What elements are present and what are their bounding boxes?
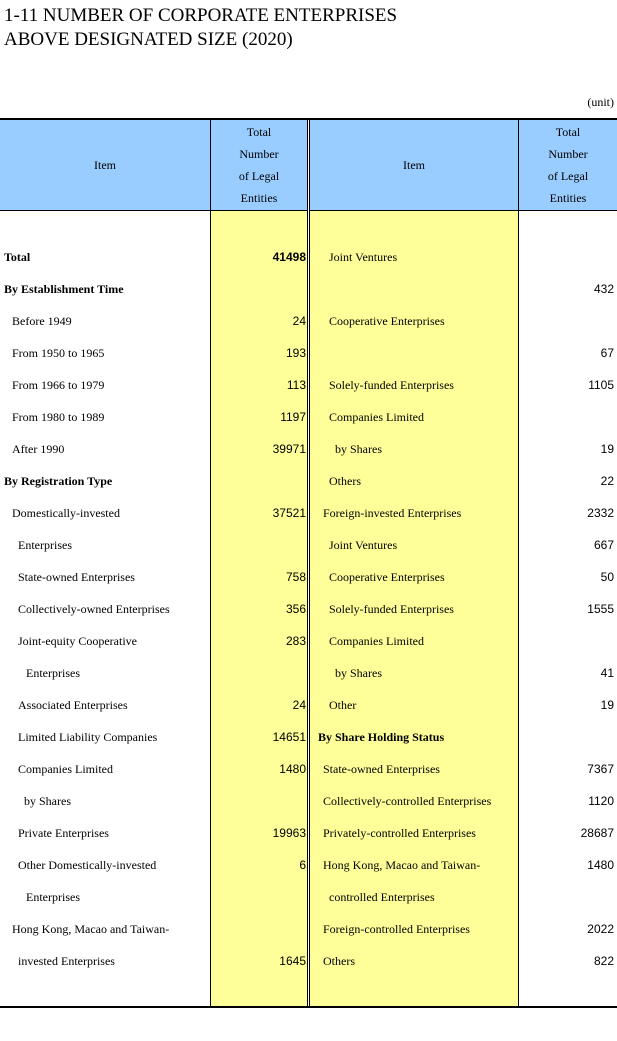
right-value: 22 [600, 474, 614, 488]
left-total-header [211, 120, 307, 211]
header-total-line: Total [246, 125, 272, 139]
right-value: 41 [600, 666, 614, 680]
right-value: 28687 [580, 826, 614, 840]
table-row [0, 786, 617, 818]
table-row [0, 466, 617, 498]
left-item-label: By Registration Type [4, 474, 113, 488]
left-value: 1645 [279, 954, 306, 968]
right-item-label: Joint Ventures [329, 538, 398, 552]
right-item-header: Item [310, 120, 518, 211]
right-value: 2332 [587, 506, 614, 520]
right-item-label: By Share Holding Status [318, 730, 445, 744]
data-table [0, 118, 617, 1008]
left-value: 41498 [272, 250, 306, 264]
right-value: 667 [593, 538, 614, 552]
right-item-label: controlled Enterprises [329, 890, 435, 904]
left-value: 19963 [272, 826, 306, 840]
left-item-label: Enterprises [26, 666, 80, 680]
right-value: 822 [593, 954, 614, 968]
left-item-label: Collectively-owned Enterprises [18, 602, 170, 616]
right-item-label: Joint Ventures [329, 250, 398, 264]
left-item-label: State-owned Enterprises [18, 570, 135, 584]
header-total-line: Entities [549, 191, 587, 205]
table-row [0, 242, 617, 274]
right-item-label: by Shares [335, 666, 382, 680]
left-value: 356 [285, 602, 306, 616]
left-item-label: Enterprises [26, 890, 80, 904]
left-value: 6 [299, 858, 306, 872]
table-row [0, 530, 617, 562]
table-row [0, 818, 617, 850]
left-item-label: From 1980 to 1989 [12, 410, 105, 424]
title-line-2: ABOVE DESIGNATED SIZE (2020) [4, 29, 293, 50]
table-row [0, 562, 617, 594]
right-item-label: Foreign-invested Enterprises [323, 506, 462, 520]
table-body [0, 242, 617, 978]
table-row [0, 754, 617, 786]
table-row [0, 946, 617, 978]
header-total-line: Number [548, 147, 588, 161]
left-value: 758 [285, 570, 306, 584]
left-item-label: Associated Enterprises [18, 698, 128, 712]
right-value: 1480 [587, 858, 614, 872]
table-row [0, 402, 617, 434]
left-value: 193 [285, 346, 306, 360]
right-value: 1105 [588, 378, 614, 392]
left-item-label: Domestically-invested [12, 506, 120, 520]
left-item-label: Enterprises [18, 538, 72, 552]
left-item-label: Total [4, 250, 31, 264]
table-row [0, 722, 617, 754]
left-item-label: After 1990 [12, 442, 65, 456]
table-row [0, 370, 617, 402]
right-item-label: Solely-funded Enterprises [329, 378, 454, 392]
left-item-label: Other Domestically-invested [18, 858, 157, 872]
left-item-label: Private Enterprises [18, 826, 109, 840]
header-total-line: of Legal [547, 169, 589, 183]
header-total-line: Entities [240, 191, 278, 205]
left-value: 24 [292, 698, 306, 712]
right-item-label: Collectively-controlled Enterprises [323, 794, 492, 808]
left-value: 113 [286, 378, 306, 392]
right-value: 19 [600, 442, 614, 456]
right-value: 432 [593, 282, 614, 296]
right-item-label: Cooperative Enterprises [329, 570, 445, 584]
left-item-label: Companies Limited [18, 762, 113, 776]
left-value: 39971 [272, 442, 306, 456]
left-item-label: invested Enterprises [18, 954, 115, 968]
left-value: 283 [285, 634, 306, 648]
left-item-label: From 1966 to 1979 [12, 378, 105, 392]
right-item-label: Solely-funded Enterprises [329, 602, 454, 616]
right-item-label: Others [329, 474, 361, 488]
table-row [0, 626, 617, 658]
page-title [4, 4, 397, 52]
header-total-line: of Legal [238, 169, 280, 183]
header-total-line: Total [555, 125, 581, 139]
table-row [0, 882, 617, 914]
left-item-label: Joint-equity Cooperative [18, 634, 137, 648]
right-total-header [519, 120, 617, 211]
table-row [0, 594, 617, 626]
table-row [0, 498, 617, 530]
header-total-line: Number [239, 147, 279, 161]
right-item-label: Hong Kong, Macao and Taiwan- [323, 858, 481, 872]
left-value: 1197 [280, 410, 306, 424]
right-item-label: Others [323, 954, 355, 968]
right-item-label: Companies Limited [329, 410, 424, 424]
right-value: 50 [600, 570, 614, 584]
table-row [0, 658, 617, 690]
right-value: 67 [600, 346, 614, 360]
table-row [0, 338, 617, 370]
right-value: 19 [600, 698, 614, 712]
left-item-label: From 1950 to 1965 [12, 346, 105, 360]
right-value: 1120 [588, 794, 614, 808]
right-value: 7367 [587, 762, 614, 776]
unit-label: (unit) [587, 95, 614, 109]
left-value: 24 [292, 314, 306, 328]
left-item-label: by Shares [24, 794, 71, 808]
right-value: 2022 [587, 922, 614, 936]
title-line-1: 1-11 NUMBER OF CORPORATE ENTERPRISES [4, 5, 398, 26]
left-item-header: Item [0, 120, 210, 211]
left-item-label: Before 1949 [12, 314, 72, 328]
table-row [0, 434, 617, 466]
left-item-label: Limited Liability Companies [18, 730, 158, 744]
right-item-label: Companies Limited [329, 634, 424, 648]
right-value: 1555 [587, 602, 614, 616]
right-item-label: Other [329, 698, 357, 712]
right-item-label: Privately-controlled Enterprises [323, 826, 476, 840]
left-value: 1480 [279, 762, 306, 776]
table-row [0, 690, 617, 722]
right-item-label: Foreign-controlled Enterprises [323, 922, 470, 936]
right-item-label: Cooperative Enterprises [329, 314, 445, 328]
left-value: 14651 [272, 730, 306, 744]
table-row [0, 914, 617, 946]
left-item-label: Hong Kong, Macao and Taiwan- [12, 922, 170, 936]
table-row [0, 850, 617, 882]
left-item-label: By Establishment Time [4, 282, 124, 296]
left-value: 37521 [272, 506, 306, 520]
table-row [0, 306, 617, 338]
right-item-label: by Shares [335, 442, 382, 456]
table-row [0, 274, 617, 306]
right-item-label: State-owned Enterprises [323, 762, 440, 776]
